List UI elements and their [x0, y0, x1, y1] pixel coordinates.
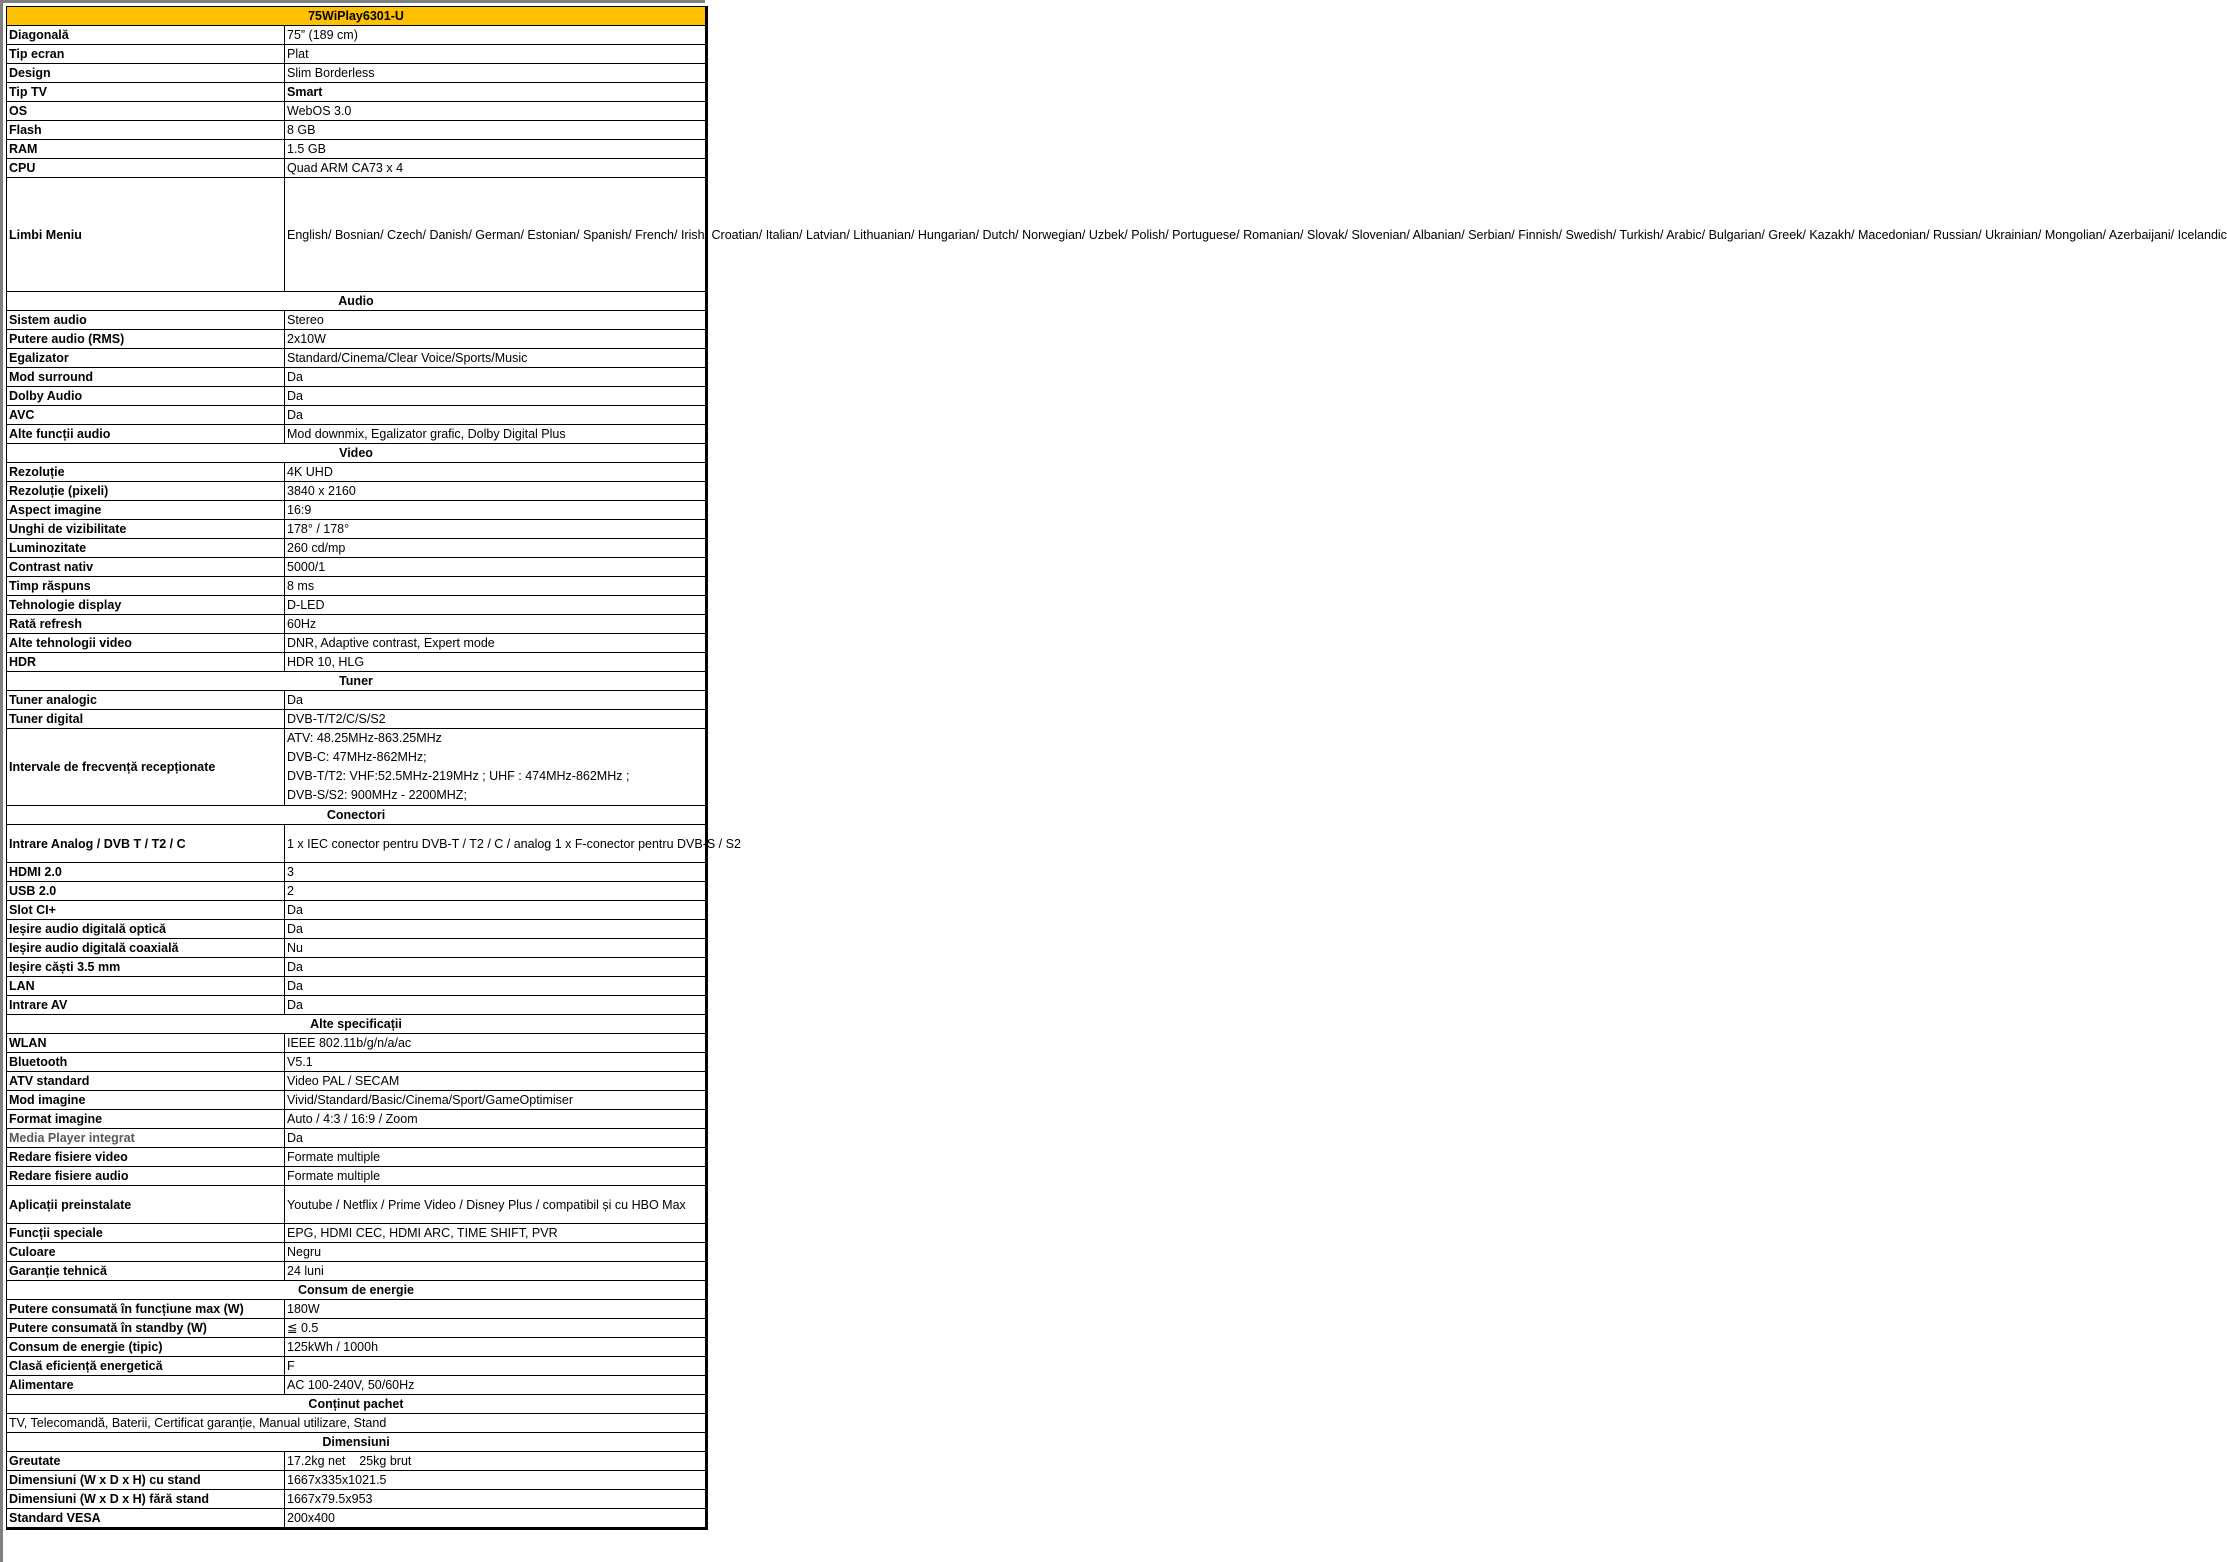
spec-label: USB 2.0 — [7, 882, 285, 901]
spec-label: ATV standard — [7, 1072, 285, 1091]
spec-value: 1 x IEC conector pentru DVB-T / T2 / C / analog 1 x F-conector pentru DVB-S / S2 — [285, 825, 707, 863]
spec-table — [6, 6, 2227, 1530]
spec-value: 8 ms — [285, 577, 707, 596]
frequency-line: DVB-T/T2: VHF:52.5MHz-219MHz ; UHF : 474MHz-862MHz ; — [287, 769, 630, 783]
spec-value: Slim Borderless — [285, 64, 707, 83]
section-heading-tuner: Tuner — [7, 672, 707, 691]
spec-row — [7, 520, 707, 539]
spec-row — [7, 178, 707, 292]
spec-value: DVB-T/T2/C/S/S2 — [285, 710, 707, 729]
spec-row — [7, 1072, 707, 1091]
spec-label: Limbi Meniu — [7, 178, 285, 292]
spec-value: HDR 10, HLG — [285, 653, 707, 672]
spec-label: Mod surround — [7, 368, 285, 387]
spec-label: Putere audio (RMS) — [7, 330, 285, 349]
spec-label: Timp răspuns — [7, 577, 285, 596]
spec-label: Tehnologie display — [7, 596, 285, 615]
section-row — [7, 806, 707, 825]
spec-label: Slot CI+ — [7, 901, 285, 920]
spec-value: Smart — [285, 83, 707, 102]
section-row — [7, 444, 707, 463]
spec-label: Unghi de vizibilitate — [7, 520, 285, 539]
spec-label: CPU — [7, 159, 285, 178]
spec-value: 24 luni — [285, 1262, 707, 1281]
spec-label: Standard VESA — [7, 1509, 285, 1529]
spec-value: 5000/1 — [285, 558, 707, 577]
spec-row — [7, 710, 707, 729]
spec-row — [7, 558, 707, 577]
spec-value: Da — [285, 977, 707, 996]
spec-label: Redare fisiere video — [7, 1148, 285, 1167]
spec-value: Da — [285, 406, 707, 425]
spec-label: Redare fisiere audio — [7, 1167, 285, 1186]
spec-label: Culoare — [7, 1243, 285, 1262]
spec-value: 75” (189 cm) — [285, 26, 707, 45]
spec-row — [7, 1319, 707, 1338]
spec-value: 180W — [285, 1300, 707, 1319]
spec-row — [7, 311, 707, 330]
spec-label: Rezoluție — [7, 463, 285, 482]
spec-label: Intrare AV — [7, 996, 285, 1015]
spec-label: Alimentare — [7, 1376, 285, 1395]
spec-label: Ieșire căști 3.5 mm — [7, 958, 285, 977]
spec-value: 2 — [285, 882, 707, 901]
spec-row — [7, 1357, 707, 1376]
spec-row — [7, 939, 707, 958]
spec-label: AVC — [7, 406, 285, 425]
spec-value: DNR, Adaptive contrast, Expert mode — [285, 634, 707, 653]
spec-row — [7, 920, 707, 939]
package-content: TV, Telecomandă, Baterii, Certificat garanție, Manual utilizare, Stand — [7, 1414, 707, 1433]
spec-label: Format imagine — [7, 1110, 285, 1129]
spec-row — [7, 1338, 707, 1357]
spec-label: Bluetooth — [7, 1053, 285, 1072]
spec-row — [7, 1509, 707, 1529]
spec-row — [7, 825, 707, 863]
spec-row — [7, 26, 707, 45]
spec-row — [7, 958, 707, 977]
spec-row — [7, 996, 707, 1015]
spec-value: 17.2kg net 25kg brut — [285, 1452, 707, 1471]
spec-row — [7, 330, 707, 349]
spec-row — [7, 1300, 707, 1319]
spec-row — [7, 425, 707, 444]
spec-value: Negru — [285, 1243, 707, 1262]
spec-row — [7, 901, 707, 920]
spec-row — [7, 1490, 707, 1509]
spec-row — [7, 882, 707, 901]
spec-value: IEEE 802.11b/g/n/a/ac — [285, 1034, 707, 1053]
spec-label: Greutate — [7, 1452, 285, 1471]
spec-value: Da — [285, 387, 707, 406]
package-row — [7, 1414, 707, 1433]
section-row — [7, 672, 707, 691]
spec-value: Da — [285, 368, 707, 387]
frequency-line: DVB-S/S2: 900MHz - 2200MHZ; — [287, 788, 467, 802]
spec-row — [7, 64, 707, 83]
spec-value: 1667x79.5x953 — [285, 1490, 707, 1509]
spec-value: AC 100-240V, 50/60Hz — [285, 1376, 707, 1395]
spec-row — [7, 387, 707, 406]
section-heading-other: Alte specificații — [7, 1015, 707, 1034]
section-heading-connectors: Conectori — [7, 806, 707, 825]
spec-value: EPG, HDMI CEC, HDMI ARC, TIME SHIFT, PVR — [285, 1224, 707, 1243]
spec-row — [7, 121, 707, 140]
spec-value: Mod downmix, Egalizator grafic, Dolby Digital Plus — [285, 425, 707, 444]
spec-label: Alte tehnologii video — [7, 634, 285, 653]
spec-label: Ieșire audio digitală coaxială — [7, 939, 285, 958]
spec-label: Media Player integrat — [7, 1129, 285, 1148]
frequency-ranges-value — [285, 729, 707, 806]
spec-value: Da — [285, 958, 707, 977]
spec-label: Putere consumată în funcțiune max (W) — [7, 1300, 285, 1319]
section-row — [7, 1395, 707, 1414]
title-row — [7, 7, 707, 26]
spec-value: Da — [285, 691, 707, 710]
spec-value: 200x400 — [285, 1509, 707, 1529]
spec-label: Dimensiuni (W x D x H) fără stand — [7, 1490, 285, 1509]
spec-row — [7, 977, 707, 996]
spec-value: Nu — [285, 939, 707, 958]
spec-row — [7, 729, 707, 806]
spec-value: Video PAL / SECAM — [285, 1072, 707, 1091]
spec-value: 125kWh / 1000h — [285, 1338, 707, 1357]
spec-row — [7, 1376, 707, 1395]
menu-languages-value: English/ Bosnian/ Czech/ Danish/ German/ Estonian/ Spanish/ French/ Irish/ Croatian/ Italian/ Latvian/ Lithuanian/ Hungarian/ Dutch/ Norwegian/ Uzbek/ Polish/ Portuguese/ Romanian/ Slovak/ Slovenian/ Albanian/ Serbian/ Finnish/ Swedish/ Turkish/ Arabic/ Bulgarian/ Greek/ Kazakh/ Macedonian/ Russian/ Ukrainian/ Mongolian/ Azerbaijani/ Icelandic — [285, 178, 707, 292]
spec-row — [7, 634, 707, 653]
section-row — [7, 292, 707, 311]
spec-label: Clasă eficiență energetică — [7, 1357, 285, 1376]
spec-value: Plat — [285, 45, 707, 64]
spec-value: 8 GB — [285, 121, 707, 140]
spec-label: Rezoluție (pixeli) — [7, 482, 285, 501]
spec-value: V5.1 — [285, 1053, 707, 1072]
spec-value: Auto / 4:3 / 16:9 / Zoom — [285, 1110, 707, 1129]
spec-value: Formate multiple — [285, 1148, 707, 1167]
spec-row — [7, 1091, 707, 1110]
spec-label: Alte funcții audio — [7, 425, 285, 444]
spec-row — [7, 83, 707, 102]
spec-value: Da — [285, 1129, 707, 1148]
spec-label: Rată refresh — [7, 615, 285, 634]
spec-label: Ieșire audio digitală optică — [7, 920, 285, 939]
spec-row — [7, 653, 707, 672]
spec-value: Standard/Cinema/Clear Voice/Sports/Music — [285, 349, 707, 368]
section-heading-audio: Audio — [7, 292, 707, 311]
spec-value: 1.5 GB — [285, 140, 707, 159]
spec-row — [7, 1167, 707, 1186]
section-heading-energy: Consum de energie — [7, 1281, 707, 1300]
spec-label: Consum de energie (tipic) — [7, 1338, 285, 1357]
spec-row — [7, 140, 707, 159]
spec-row — [7, 1148, 707, 1167]
frequency-line: DVB-C: 47MHz-862MHz; — [287, 750, 427, 764]
spec-row — [7, 577, 707, 596]
spec-row — [7, 501, 707, 520]
spec-value: 60Hz — [285, 615, 707, 634]
spec-row — [7, 1452, 707, 1471]
section-row — [7, 1015, 707, 1034]
spec-row — [7, 691, 707, 710]
section-heading-dimensions: Dimensiuni — [7, 1433, 707, 1452]
spec-row — [7, 1471, 707, 1490]
spec-label: Aspect imagine — [7, 501, 285, 520]
spec-value: Vivid/Standard/Basic/Cinema/Sport/GameOptimiser — [285, 1091, 707, 1110]
spec-label: Sistem audio — [7, 311, 285, 330]
spec-row — [7, 102, 707, 121]
spec-value: 260 cd/mp — [285, 539, 707, 558]
spec-label: Tuner digital — [7, 710, 285, 729]
spec-label: Intervale de frecvență recepționate — [7, 729, 285, 806]
spec-label: Dolby Audio — [7, 387, 285, 406]
spec-row — [7, 863, 707, 882]
spec-value: 16:9 — [285, 501, 707, 520]
spec-row — [7, 45, 707, 64]
spec-label: Funcții speciale — [7, 1224, 285, 1243]
spec-label: Egalizator — [7, 349, 285, 368]
spec-value: Stereo — [285, 311, 707, 330]
spec-value: Da — [285, 920, 707, 939]
spec-value: F — [285, 1357, 707, 1376]
model-title: 75WiPlay6301-U — [7, 7, 707, 26]
spec-label: Putere consumată în standby (W) — [7, 1319, 285, 1338]
spec-value: Da — [285, 901, 707, 920]
spec-label: Luminozitate — [7, 539, 285, 558]
spec-value: 3840 x 2160 — [285, 482, 707, 501]
spec-row — [7, 1243, 707, 1262]
spec-label: Intrare Analog / DVB T / T2 / C — [7, 825, 285, 863]
spec-label: Aplicații preinstalate — [7, 1186, 285, 1224]
spec-value: D-LED — [285, 596, 707, 615]
spec-label: Diagonală — [7, 26, 285, 45]
spec-row — [7, 615, 707, 634]
spec-row — [7, 1262, 707, 1281]
section-row — [7, 1281, 707, 1300]
spec-row — [7, 482, 707, 501]
spec-label: Contrast nativ — [7, 558, 285, 577]
spec-label: Tip TV — [7, 83, 285, 102]
spec-value: Quad ARM CA73 x 4 — [285, 159, 707, 178]
spec-label: LAN — [7, 977, 285, 996]
spec-label: Tuner analogic — [7, 691, 285, 710]
spec-value: WebOS 3.0 — [285, 102, 707, 121]
spec-row — [7, 463, 707, 482]
spec-value: 2x10W — [285, 330, 707, 349]
spec-label: HDR — [7, 653, 285, 672]
spec-value: Formate multiple — [285, 1167, 707, 1186]
spec-label: OS — [7, 102, 285, 121]
spec-value: 4K UHD — [285, 463, 707, 482]
spec-row — [7, 1129, 707, 1148]
spec-value: 1667x335x1021.5 — [285, 1471, 707, 1490]
spec-label: Dimensiuni (W x D x H) cu stand — [7, 1471, 285, 1490]
spec-label: WLAN — [7, 1034, 285, 1053]
spec-value: ≦ 0.5 — [285, 1319, 707, 1338]
section-heading-package: Conținut pachet — [7, 1395, 707, 1414]
spec-label: Tip ecran — [7, 45, 285, 64]
spec-row — [7, 406, 707, 425]
spec-label: Flash — [7, 121, 285, 140]
spec-row — [7, 368, 707, 387]
spec-value: 178° / 178° — [285, 520, 707, 539]
spec-label: Garanție tehnică — [7, 1262, 285, 1281]
spec-label: RAM — [7, 140, 285, 159]
frequency-line: ATV: 48.25MHz-863.25MHz — [287, 731, 442, 745]
spec-row — [7, 1110, 707, 1129]
spec-row — [7, 539, 707, 558]
spec-row — [7, 1034, 707, 1053]
spec-row — [7, 596, 707, 615]
spec-row — [7, 1224, 707, 1243]
spec-label: HDMI 2.0 — [7, 863, 285, 882]
spec-row — [7, 159, 707, 178]
spec-label: Mod imagine — [7, 1091, 285, 1110]
spec-value: Da — [285, 996, 707, 1015]
spec-label: Design — [7, 64, 285, 83]
spec-row — [7, 1053, 707, 1072]
section-row — [7, 1433, 707, 1452]
spec-value: 3 — [285, 863, 707, 882]
section-heading-video: Video — [7, 444, 707, 463]
spec-value: Youtube / Netflix / Prime Video / Disney Plus / compatibil și cu HBO Max — [285, 1186, 707, 1224]
spec-row — [7, 1186, 707, 1224]
spec-row — [7, 349, 707, 368]
